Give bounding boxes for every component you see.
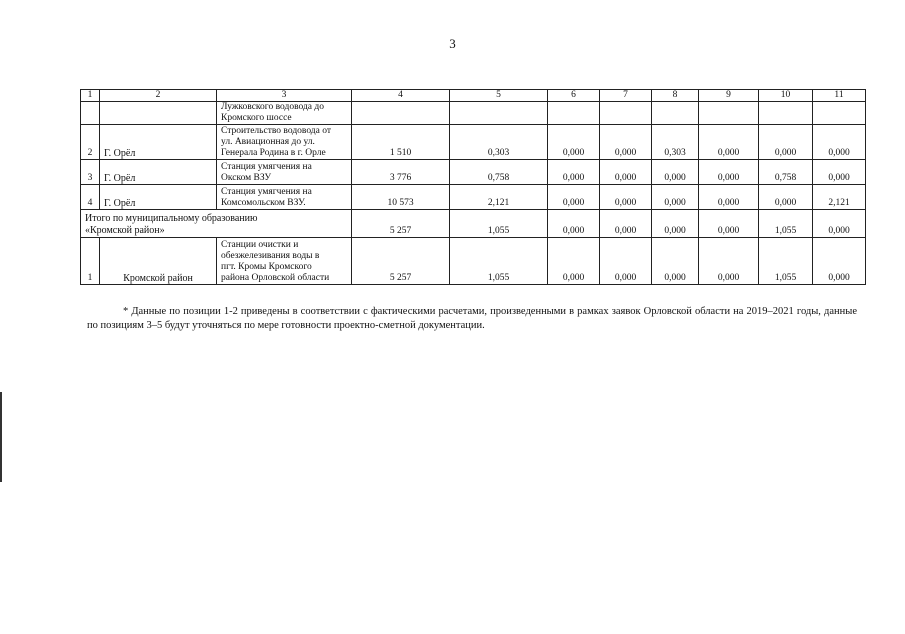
- header-cell: 5: [450, 90, 548, 102]
- header-cell: 1: [81, 90, 100, 102]
- district-cell: Г. Орёл: [100, 185, 217, 210]
- page-number: 3: [449, 36, 456, 51]
- total-row: Итого по муниципальному образованию «Кромской район» 5 257 1,055 0,000 0,000 0,000 0,000 1,055 0,000: [81, 210, 866, 238]
- description-cell: Станция умягчения на Комсомольском ВЗУ.: [217, 185, 352, 210]
- district-cell: Кромской район: [100, 238, 217, 285]
- description-cell: Строительство водовода от ул. Авиационная до ул. Генерала Родина в г. Орле: [217, 125, 352, 160]
- position-cell: [81, 102, 100, 125]
- header-cell: 11: [813, 90, 866, 102]
- header-cell: 4: [352, 90, 450, 102]
- header-cell: 3: [217, 90, 352, 102]
- district-cell: [100, 102, 217, 125]
- header-cell: 10: [759, 90, 813, 102]
- footnote: * Данные по позиции 1-2 приведены в соответствии с фактическими расчетами, произведенными в рамках заявок Орловской области на 2019–2021 годы, данные по позициям 3–5 будут уточняться по мере готовности проектно-сметной документации.: [87, 306, 857, 331]
- header-cell: 2: [100, 90, 217, 102]
- district-cell: Г. Орёл: [100, 125, 217, 160]
- header-cell: 8: [652, 90, 699, 102]
- table-row: 1 Кромской район Станции очистки и обезжелезивания воды в пгт. Кромы Кромского района Орловской области 5 257 1,055 0,000 0,000 0,000 0,000 1,055 0,000: [81, 238, 866, 285]
- data-table: [80, 89, 866, 285]
- description-cell: Станция умягчения на Окском ВЗУ: [217, 160, 352, 185]
- description-cell: Станции очистки и обезжелезивания воды в пгт. Кромы Кромского района Орловской области: [217, 238, 352, 285]
- header-cell: 6: [548, 90, 600, 102]
- table-row: [81, 102, 866, 125]
- table-row: 2 Г. Орёл Строительство водовода от ул. Авиационная до ул. Генерала Родина в г. Орле 1 510 0,303 0,000 0,000 0,303 0,000 0,000 0,000: [81, 125, 866, 160]
- table-row: 3 Г. Орёл Станция умягчения на Окском ВЗУ 3 776 0,758 0,000 0,000 0,000 0,000 0,758 0,000: [81, 160, 866, 185]
- scan-margin-line: [0, 392, 2, 482]
- table-row: 4 Г. Орёл Станция умягчения на Комсомольском ВЗУ. 10 573 2,121 0,000 0,000 0,000 0,000 0,000 2,121: [81, 185, 866, 210]
- header-cell: 7: [600, 90, 652, 102]
- header-row: [81, 90, 866, 102]
- description-cell: Лужковского водовода до Кромского шоссе: [217, 102, 352, 125]
- position-cell: 2: [81, 125, 100, 160]
- position-cell: 4: [81, 185, 100, 210]
- district-cell: Г. Орёл: [100, 160, 217, 185]
- position-cell: 1: [81, 238, 100, 285]
- total-label: Итого по муниципальному образованию «Кромской район»: [81, 210, 352, 238]
- position-cell: 3: [81, 160, 100, 185]
- header-cell: 9: [699, 90, 759, 102]
